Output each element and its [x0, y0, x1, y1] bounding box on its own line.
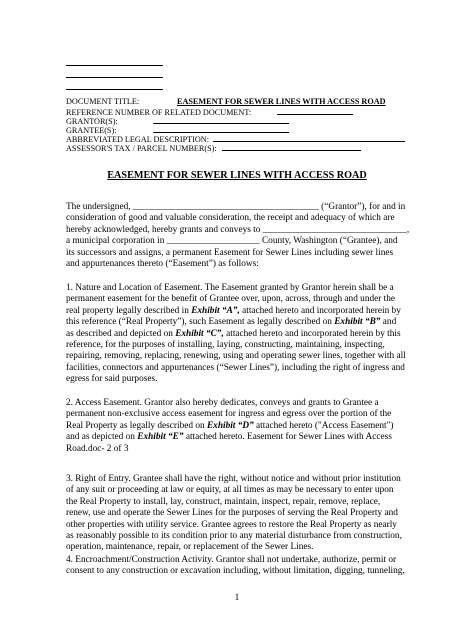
section-1-line: reference, for the purposes of installing, laying, constructing, maintaining, inspecting,	[66, 340, 385, 351]
recording-blank-line-3	[66, 89, 163, 90]
grantee-blank: _______________________________	[262, 224, 407, 235]
intro-line: consideration of good and valuable consideration, the receipt and adequacy of which are	[66, 213, 395, 224]
section-1-line: repairing, removing, replacing, renewing, using and operating sewer lines, together with all	[66, 351, 406, 362]
exhibit-d-reference: Exhibit “D”	[206, 420, 254, 431]
intro-text: ,	[406, 224, 410, 235]
main-title: EASEMENT FOR SEWER LINES WITH ACCESS ROAD	[107, 170, 367, 181]
intro-text: hereby acknowledged, hereby grants and conveys to	[66, 224, 263, 235]
section-3-line: of any suit or proceeding at law or equity, at all times as may be necessary to enter upon	[66, 485, 394, 496]
section-4-line: consent to any construction or excavation including, without limitation, digging, tunneling,	[66, 566, 405, 577]
exhibit-a-reference: Exhibit “A”,	[191, 305, 240, 316]
section-1-line: egress for said purposes.	[66, 374, 158, 385]
intro-text: County, Washington (“Grantee), and	[259, 236, 398, 247]
recording-blank-line-1	[66, 65, 163, 66]
doc-title-label: DOCUMENT TITLE:	[66, 97, 140, 106]
exhibit-c-reference: Exhibit “C”,	[175, 328, 224, 339]
section-3-paragraph	[66, 474, 410, 554]
section-1-text: attached hereto and incorporated herein by	[239, 305, 401, 316]
grantees-label: GRANTEE(S):	[66, 126, 117, 135]
section-2-text: attached hereto. Easement for Sewer Lines with Access	[183, 432, 392, 443]
section-2-text: attached hereto ("Access Easement")	[253, 420, 394, 431]
grantor-blank: ________________________________________	[132, 202, 319, 212]
section-4-paragraph	[66, 555, 410, 578]
section-1-text: real property legally described in	[66, 305, 192, 316]
section-2-line: 2. Access Easement. Grantor also hereby dedicates, conveys and grants to Grantee a	[66, 398, 379, 408]
section-1-text: this reference (“Real Property”), such Easement as legally described on	[66, 317, 335, 328]
section-3-line: as reasonably possible to its condition prior to any material disturbance from construction,	[66, 531, 402, 542]
section-1-text: as described and depicted on	[66, 328, 176, 339]
intro-text: The undersigned,	[66, 202, 133, 212]
section-2-line: permanent non-exclusive access easement for ingress and egress over the portion of the	[66, 409, 392, 420]
section-3-line: renew, use and operate the Sewer Lines for the purposes of serving the Real Property and	[66, 508, 398, 519]
section-3-line: operation, maintenance, repair, or replacement of the Sewer Lines.	[66, 542, 314, 553]
intro-text: a municipal corporation in	[66, 236, 167, 247]
tax-parcel-row	[66, 142, 361, 154]
reference-number-blank	[277, 106, 353, 115]
intro-line: its successors and assigns, a permanent Easement for Sewer Lines including sewer lines	[66, 247, 394, 258]
county-blank: ____________________	[166, 236, 260, 247]
section-4-line: 4. Encroachment/Construction Activity. Grantor shall not undertake, authorize, permit or	[66, 555, 397, 565]
reference-number-label: REFERENCE NUMBER OF RELATED DOCUMENT:	[66, 108, 252, 117]
grantees-blank	[153, 124, 289, 133]
section-2-line: Road.doc- 2 of 3	[66, 443, 129, 454]
legal-description-blank	[213, 133, 405, 142]
section-1-line: 1. Nature and Location of Easement. The Easement granted by Grantor herein shall be a	[66, 283, 394, 293]
section-1-paragraph	[66, 283, 410, 386]
section-1-text: attached hereto and incorporated herein by this	[223, 328, 401, 339]
doc-title-value: EASEMENT FOR SEWER LINES WITH ACCESS ROAD	[177, 97, 386, 106]
section-3-line: the Real Property to install, lay, construct, maintain, inspect, repair, remove, replace,	[66, 496, 381, 507]
legal-description-label: ABBREVIATED LEGAL DESCRIPTION:	[66, 135, 209, 144]
section-2-text: Real Property as legally described on	[66, 420, 207, 431]
section-3-line: 3. Right of Entry. Grantee shall have the right, without notice and without prior institution	[66, 474, 401, 484]
exhibit-b-reference: Exhibit “B”	[334, 317, 381, 328]
intro-line: and appurtenances thereto (“Easement”) as follows:	[66, 259, 259, 270]
tax-parcel-blank	[222, 142, 361, 151]
section-1-line: permanent easement for the benefit of Grantee over, upon, across, through and under the	[66, 294, 396, 305]
section-2-text: and as depicted on	[66, 432, 138, 443]
grantors-blank	[153, 115, 289, 124]
exhibit-e-reference: Exhibit “E”	[137, 432, 184, 443]
section-2-paragraph	[66, 398, 410, 455]
section-1-line: facilities, connectors and appurtenances (“Sewer Lines”), including the right of ingress and	[66, 362, 405, 373]
intro-paragraph	[66, 202, 410, 270]
section-3-line: other properties with utility service. Grantee agrees to restore the Real Property as nearly	[66, 519, 397, 530]
section-1-text: and	[380, 317, 397, 328]
tax-parcel-label: ASSESSOR'S TAX / PARCEL NUMBER(S):	[66, 144, 217, 153]
page-number: 1	[234, 593, 240, 603]
intro-text: (“Grantor”), for and in	[318, 202, 406, 212]
grantors-label: GRANTOR(S):	[66, 117, 118, 126]
recording-blank-line-2	[66, 77, 163, 78]
